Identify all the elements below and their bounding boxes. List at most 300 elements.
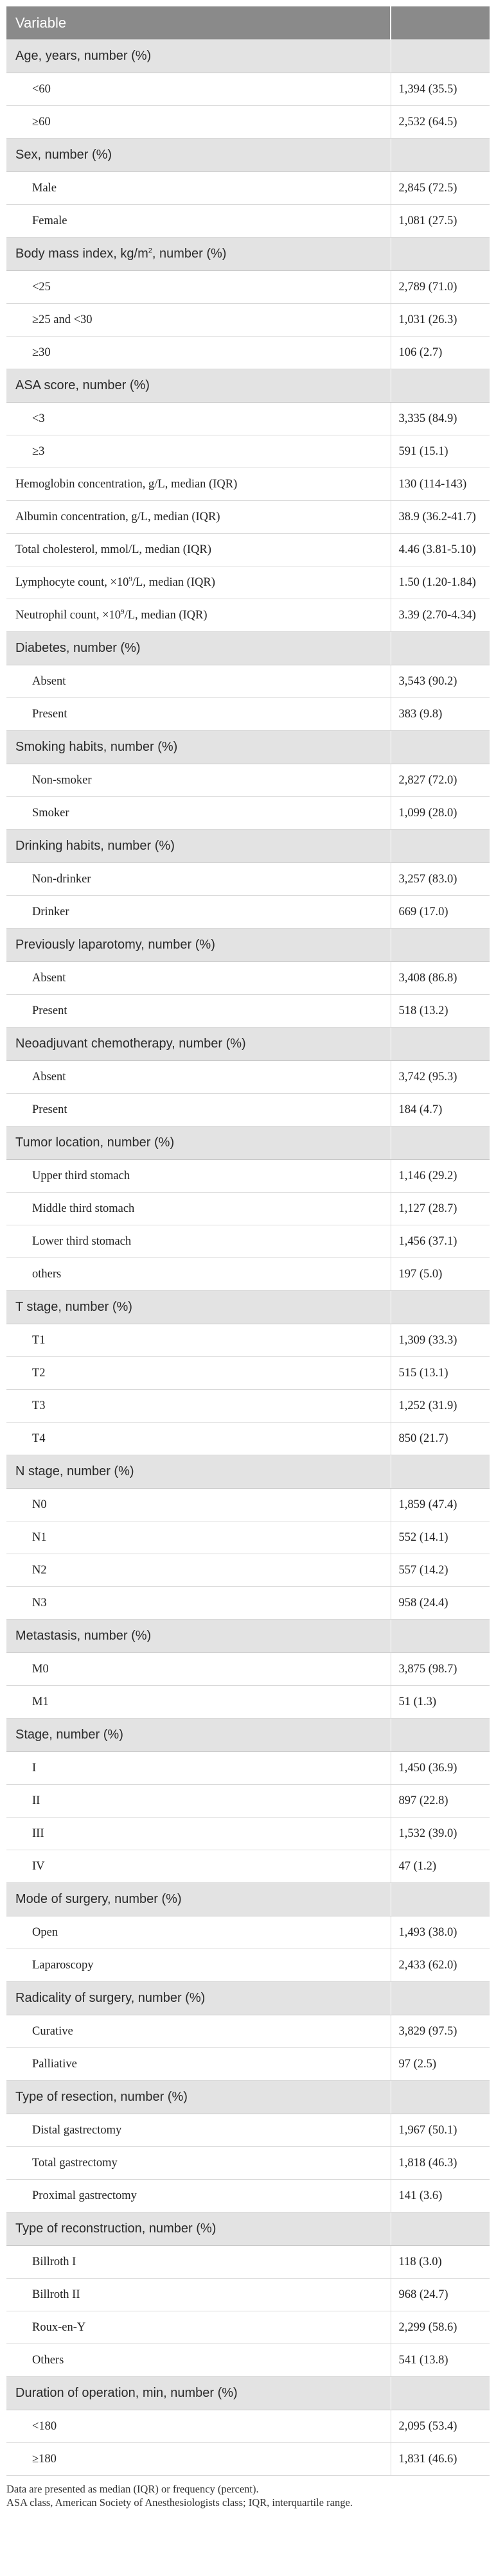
row-value: 118 (3.0) (391, 2246, 490, 2279)
section-title: Duration of operation, min, number (%) (15, 2386, 238, 2400)
row-label: Absent (32, 1070, 66, 1083)
row-value: 3,408 (86.8) (391, 962, 490, 995)
table-row (6, 435, 490, 468)
table-row (6, 2114, 490, 2147)
row-value: 1,818 (46.3) (391, 2147, 490, 2180)
section-empty-cell (391, 1982, 490, 2015)
row-label: Absent (32, 971, 66, 985)
row-label-cell (6, 797, 391, 830)
section-title-cell (6, 731, 391, 764)
row-label: Present (32, 1004, 67, 1017)
table-row (6, 962, 490, 995)
table-row (6, 1850, 490, 1883)
row-label: ≥30 (32, 346, 51, 359)
table-row (6, 1686, 490, 1719)
row-label-cell (6, 1850, 391, 1883)
table-row (6, 1818, 490, 1850)
row-label-suffix: /L, median (IQR) (132, 575, 215, 589)
row-label: Palliative (32, 2057, 77, 2071)
row-label-cell (6, 172, 391, 205)
row-value: 3,742 (95.3) (391, 1061, 490, 1094)
table-row (6, 271, 490, 304)
section-title-cell (6, 1982, 391, 2015)
table-row (6, 1554, 490, 1587)
section-empty-cell (391, 929, 490, 962)
section-title: Body mass index, kg/m (15, 247, 148, 261)
row-label: Present (32, 1103, 67, 1116)
row-label-cell (6, 1752, 391, 1785)
row-label-cell (6, 205, 391, 238)
table-row (6, 1949, 490, 1982)
row-value: 2,532 (64.5) (391, 106, 490, 139)
section-empty-cell (391, 731, 490, 764)
row-value: 1,081 (27.5) (391, 205, 490, 238)
row-label: IV (32, 1859, 45, 1873)
row-label-cell (6, 2246, 391, 2279)
row-value: 1,967 (50.1) (391, 2114, 490, 2147)
section-title-cell (6, 238, 391, 271)
table-row (6, 665, 490, 698)
section-title: Neoadjuvant chemotherapy, number (%) (15, 1037, 246, 1051)
row-value: 1,394 (35.5) (391, 73, 490, 106)
row-value: 1,450 (36.9) (391, 1752, 490, 1785)
row-label-cell (6, 1554, 391, 1587)
row-label-cell (6, 468, 391, 501)
row-label-superscript: 9 (128, 575, 132, 583)
row-label: Others (32, 2353, 64, 2367)
footnote-line-1: Data are presented as median (IQR) or frequency (percent). (6, 2483, 259, 2495)
table-row (6, 2410, 490, 2443)
section-title: N stage, number (%) (15, 1464, 134, 1478)
row-value: 3.39 (2.70-4.34) (391, 599, 490, 632)
section-header-row (6, 2081, 490, 2114)
table-row (6, 1061, 490, 1094)
row-label-cell (6, 2410, 391, 2443)
row-label-cell (6, 896, 391, 929)
row-value: 51 (1.3) (391, 1686, 490, 1719)
row-value: 2,789 (71.0) (391, 271, 490, 304)
section-title-cell (6, 1455, 391, 1489)
section-empty-cell (391, 1883, 490, 1916)
table-row (6, 1423, 490, 1455)
table-row (6, 2015, 490, 2048)
row-label-cell (6, 337, 391, 369)
row-label: Neutrophil count, ×10 (15, 608, 121, 622)
baseline-characteristics-table (6, 6, 490, 2476)
row-label-cell (6, 1949, 391, 1982)
table-row (6, 1521, 490, 1554)
table-body (6, 40, 490, 2476)
section-header-row (6, 830, 490, 863)
row-label: ≥3 (32, 444, 45, 458)
row-value: 3,335 (84.9) (391, 403, 490, 435)
row-label: II (32, 1794, 40, 1807)
row-label: Non-drinker (32, 872, 91, 886)
row-value: 552 (14.1) (391, 1521, 490, 1554)
row-label-cell (6, 962, 391, 995)
section-title: Smoking habits, number (%) (15, 740, 178, 754)
table-row (6, 534, 490, 566)
row-label-cell (6, 501, 391, 534)
row-label: Male (32, 181, 57, 195)
row-label-cell (6, 863, 391, 896)
section-title-cell (6, 369, 391, 403)
row-value: 1,859 (47.4) (391, 1489, 490, 1521)
section-empty-cell (391, 1126, 490, 1160)
row-label-cell (6, 1785, 391, 1818)
row-label-cell (6, 1258, 391, 1291)
row-label-superscript: 9 (121, 608, 125, 616)
row-value: 1,146 (29.2) (391, 1160, 490, 1193)
row-value: 518 (13.2) (391, 995, 490, 1028)
row-value: 2,827 (72.0) (391, 764, 490, 797)
row-label-cell (6, 1193, 391, 1225)
row-label: Open (32, 1925, 58, 1939)
section-empty-cell (391, 1291, 490, 1324)
table-row (6, 1390, 490, 1423)
row-value: 1,099 (28.0) (391, 797, 490, 830)
row-label: N2 (32, 1563, 47, 1577)
section-title-cell (6, 632, 391, 665)
table-row (6, 106, 490, 139)
table-row (6, 797, 490, 830)
row-value: 669 (17.0) (391, 896, 490, 929)
section-title: Diabetes, number (%) (15, 641, 141, 655)
row-value: 197 (5.0) (391, 1258, 490, 1291)
row-label-cell (6, 2015, 391, 2048)
row-label-cell (6, 534, 391, 566)
row-label-cell (6, 1489, 391, 1521)
row-value: 515 (13.1) (391, 1357, 490, 1390)
section-title-cell (6, 40, 391, 73)
row-value: 557 (14.2) (391, 1554, 490, 1587)
row-value: 2,433 (62.0) (391, 1949, 490, 1982)
section-header-row (6, 2377, 490, 2410)
row-label-cell (6, 566, 391, 599)
row-label-cell (6, 1390, 391, 1423)
table-row (6, 1785, 490, 1818)
row-value: 1,309 (33.3) (391, 1324, 490, 1357)
section-empty-cell (391, 40, 490, 73)
table-row (6, 337, 490, 369)
section-empty-cell (391, 2081, 490, 2114)
table-row (6, 2180, 490, 2212)
section-header-row (6, 369, 490, 403)
row-value: 3,543 (90.2) (391, 665, 490, 698)
row-value: 106 (2.7) (391, 337, 490, 369)
row-label: ≥60 (32, 115, 51, 128)
section-empty-cell (391, 1620, 490, 1653)
row-label-cell (6, 435, 391, 468)
section-title-cell (6, 929, 391, 962)
table-row (6, 2344, 490, 2377)
table-row (6, 1653, 490, 1686)
row-label: Drinker (32, 905, 69, 918)
section-empty-cell (391, 2212, 490, 2246)
section-title-cell (6, 2081, 391, 2114)
row-value: 2,095 (53.4) (391, 2410, 490, 2443)
section-title-cell (6, 139, 391, 172)
row-label: N1 (32, 1530, 47, 1544)
table-row (6, 1258, 490, 1291)
row-value: 1,532 (39.0) (391, 1818, 490, 1850)
row-value: 968 (24.7) (391, 2279, 490, 2311)
row-label: ≥180 (32, 2452, 57, 2466)
section-title-cell (6, 2377, 391, 2410)
row-label-cell (6, 403, 391, 435)
row-label-cell (6, 1686, 391, 1719)
row-label-cell (6, 2180, 391, 2212)
row-label: <25 (32, 280, 51, 294)
row-label: Hemoglobin concentration, g/L, median (IQR) (15, 477, 238, 491)
row-label-cell (6, 698, 391, 731)
row-label: <3 (32, 412, 45, 425)
table-row (6, 863, 490, 896)
row-label-cell (6, 1357, 391, 1390)
section-header-row (6, 1455, 490, 1489)
row-value: 2,845 (72.5) (391, 172, 490, 205)
row-value: 850 (21.7) (391, 1423, 490, 1455)
row-label-cell (6, 995, 391, 1028)
section-title: Mode of surgery, number (%) (15, 1892, 182, 1906)
row-value: 3,257 (83.0) (391, 863, 490, 896)
row-label-cell (6, 2048, 391, 2081)
section-empty-cell (391, 2377, 490, 2410)
row-label: Distal gastrectomy (32, 2123, 122, 2137)
row-label-cell (6, 665, 391, 698)
row-label: Total cholesterol, mmol/L, median (IQR) (15, 543, 211, 556)
row-value: 897 (22.8) (391, 1785, 490, 1818)
section-empty-cell (391, 369, 490, 403)
section-header-row (6, 1126, 490, 1160)
table-row (6, 1752, 490, 1785)
table-row (6, 599, 490, 632)
section-header-row (6, 1028, 490, 1061)
table-header-row (6, 6, 490, 40)
row-label-cell (6, 2311, 391, 2344)
table-row (6, 205, 490, 238)
row-label: Upper third stomach (32, 1169, 130, 1182)
row-value: 47 (1.2) (391, 1850, 490, 1883)
table-row (6, 1489, 490, 1521)
row-label-cell (6, 1160, 391, 1193)
row-label-cell (6, 2147, 391, 2180)
table-row (6, 2048, 490, 2081)
row-label: Total gastrectomy (32, 2156, 118, 2169)
row-value: 141 (3.6) (391, 2180, 490, 2212)
table-page (6, 6, 490, 2509)
row-value: 383 (9.8) (391, 698, 490, 731)
row-value: 541 (13.8) (391, 2344, 490, 2377)
section-empty-cell (391, 1455, 490, 1489)
row-label: Lymphocyte count, ×10 (15, 575, 129, 589)
section-title: Sex, number (%) (15, 148, 112, 162)
section-header-row (6, 632, 490, 665)
table-row (6, 2279, 490, 2311)
section-header-row (6, 238, 490, 271)
row-label-cell (6, 106, 391, 139)
section-header-row (6, 40, 490, 73)
row-value: 4.46 (3.81-5.10) (391, 534, 490, 566)
section-empty-cell (391, 1719, 490, 1752)
section-title-cell (6, 1028, 391, 1061)
section-title-superscript: 2 (148, 247, 152, 255)
row-label-cell (6, 1061, 391, 1094)
table-row (6, 995, 490, 1028)
table-row (6, 73, 490, 106)
row-label: Middle third stomach (32, 1202, 135, 1215)
section-title: T stage, number (%) (15, 1300, 132, 1314)
section-empty-cell (391, 830, 490, 863)
row-value: 1,493 (38.0) (391, 1916, 490, 1949)
table-row (6, 304, 490, 337)
row-label-cell (6, 1916, 391, 1949)
column-header-variable: Variable (6, 6, 391, 40)
section-header-row (6, 1291, 490, 1324)
section-title-cell (6, 1291, 391, 1324)
table-row (6, 172, 490, 205)
row-label-cell (6, 1521, 391, 1554)
section-title: Radicality of surgery, number (%) (15, 1991, 206, 2005)
section-header-row (6, 139, 490, 172)
table-row (6, 2311, 490, 2344)
section-header-row (6, 929, 490, 962)
row-label: Female (32, 214, 67, 227)
section-title-cell (6, 1620, 391, 1653)
section-title-cell (6, 1719, 391, 1752)
row-label-cell (6, 2344, 391, 2377)
row-label-cell (6, 1818, 391, 1850)
row-value: 130 (114-143) (391, 468, 490, 501)
row-label-cell (6, 2443, 391, 2476)
table-row (6, 698, 490, 731)
section-title: Metastasis, number (%) (15, 1629, 152, 1643)
section-title: Previously laparotomy, number (%) (15, 938, 215, 952)
row-label: Lower third stomach (32, 1234, 132, 1248)
row-value: 1,127 (28.7) (391, 1193, 490, 1225)
row-label: M0 (32, 1662, 49, 1676)
row-label: T3 (32, 1399, 46, 1412)
row-value: 1,831 (46.6) (391, 2443, 490, 2476)
row-label: Smoker (32, 806, 69, 819)
row-label-cell (6, 1324, 391, 1357)
row-label: T2 (32, 1366, 46, 1380)
row-label: Roux-en-Y (32, 2320, 86, 2334)
row-value: 1.50 (1.20-1.84) (391, 566, 490, 599)
table-row (6, 1193, 490, 1225)
table-row (6, 1324, 490, 1357)
row-label: <60 (32, 82, 51, 96)
table-row (6, 764, 490, 797)
row-value: 3,875 (98.7) (391, 1653, 490, 1686)
row-value: 2,299 (58.6) (391, 2311, 490, 2344)
row-label: I (32, 1761, 37, 1774)
section-title-cell (6, 830, 391, 863)
row-label: Albumin concentration, g/L, median (IQR) (15, 510, 220, 523)
section-title: Age, years, number (%) (15, 49, 152, 63)
row-label: Billroth II (32, 2288, 80, 2301)
section-title: Type of reconstruction, number (%) (15, 2221, 217, 2236)
table-row (6, 896, 490, 929)
section-title: Tumor location, number (%) (15, 1135, 175, 1150)
table-row (6, 1094, 490, 1126)
row-label-cell (6, 599, 391, 632)
section-empty-cell (391, 238, 490, 271)
row-value: 1,456 (37.1) (391, 1225, 490, 1258)
row-label-cell (6, 764, 391, 797)
section-title-cell (6, 2212, 391, 2246)
section-title-cell (6, 1126, 391, 1160)
row-label: T4 (32, 1432, 46, 1445)
row-label: Absent (32, 674, 66, 688)
row-label: N3 (32, 1596, 47, 1609)
section-empty-cell (391, 139, 490, 172)
table-footnote (6, 2482, 490, 2509)
table-row (6, 2443, 490, 2476)
row-label: <180 (32, 2419, 57, 2433)
row-label-cell (6, 304, 391, 337)
table-row (6, 403, 490, 435)
section-title-cell (6, 1883, 391, 1916)
section-title: Drinking habits, number (%) (15, 839, 175, 853)
section-header-row (6, 1620, 490, 1653)
row-value: 958 (24.4) (391, 1587, 490, 1620)
row-value: 38.9 (36.2-41.7) (391, 501, 490, 534)
row-label: ≥25 and <30 (32, 313, 93, 326)
row-label-cell (6, 1094, 391, 1126)
row-label: Curative (32, 2024, 73, 2038)
table-row (6, 566, 490, 599)
row-label-cell (6, 1225, 391, 1258)
section-empty-cell (391, 632, 490, 665)
row-label: III (32, 1827, 44, 1840)
row-label: others (32, 1267, 62, 1281)
section-empty-cell (391, 1028, 490, 1061)
table-row (6, 468, 490, 501)
section-header-row (6, 1719, 490, 1752)
row-label: Billroth I (32, 2255, 76, 2268)
section-header-row (6, 1982, 490, 2015)
row-label-cell (6, 2279, 391, 2311)
table-row (6, 2147, 490, 2180)
row-label: Present (32, 707, 67, 721)
section-title-suffix: , number (%) (152, 247, 227, 261)
section-header-row (6, 731, 490, 764)
footnote-line-2: ASA class, American Society of Anesthesiologists class; IQR, interquartile range. (6, 2496, 353, 2509)
table-row (6, 1587, 490, 1620)
row-value: 97 (2.5) (391, 2048, 490, 2081)
row-label: M1 (32, 1695, 49, 1708)
row-label-cell (6, 1423, 391, 1455)
row-value: 184 (4.7) (391, 1094, 490, 1126)
row-label-cell (6, 73, 391, 106)
table-row (6, 1916, 490, 1949)
table-row (6, 2246, 490, 2279)
row-value: 1,031 (26.3) (391, 304, 490, 337)
section-title: Type of resection, number (%) (15, 2090, 188, 2104)
row-value: 1,252 (31.9) (391, 1390, 490, 1423)
row-label-cell (6, 1653, 391, 1686)
column-header-value (391, 6, 490, 40)
section-header-row (6, 1883, 490, 1916)
table-row (6, 1225, 490, 1258)
row-label-cell (6, 271, 391, 304)
row-label: N0 (32, 1498, 47, 1511)
table-row (6, 501, 490, 534)
row-value: 3,829 (97.5) (391, 2015, 490, 2048)
row-label-cell (6, 1587, 391, 1620)
section-title: Stage, number (%) (15, 1728, 123, 1742)
